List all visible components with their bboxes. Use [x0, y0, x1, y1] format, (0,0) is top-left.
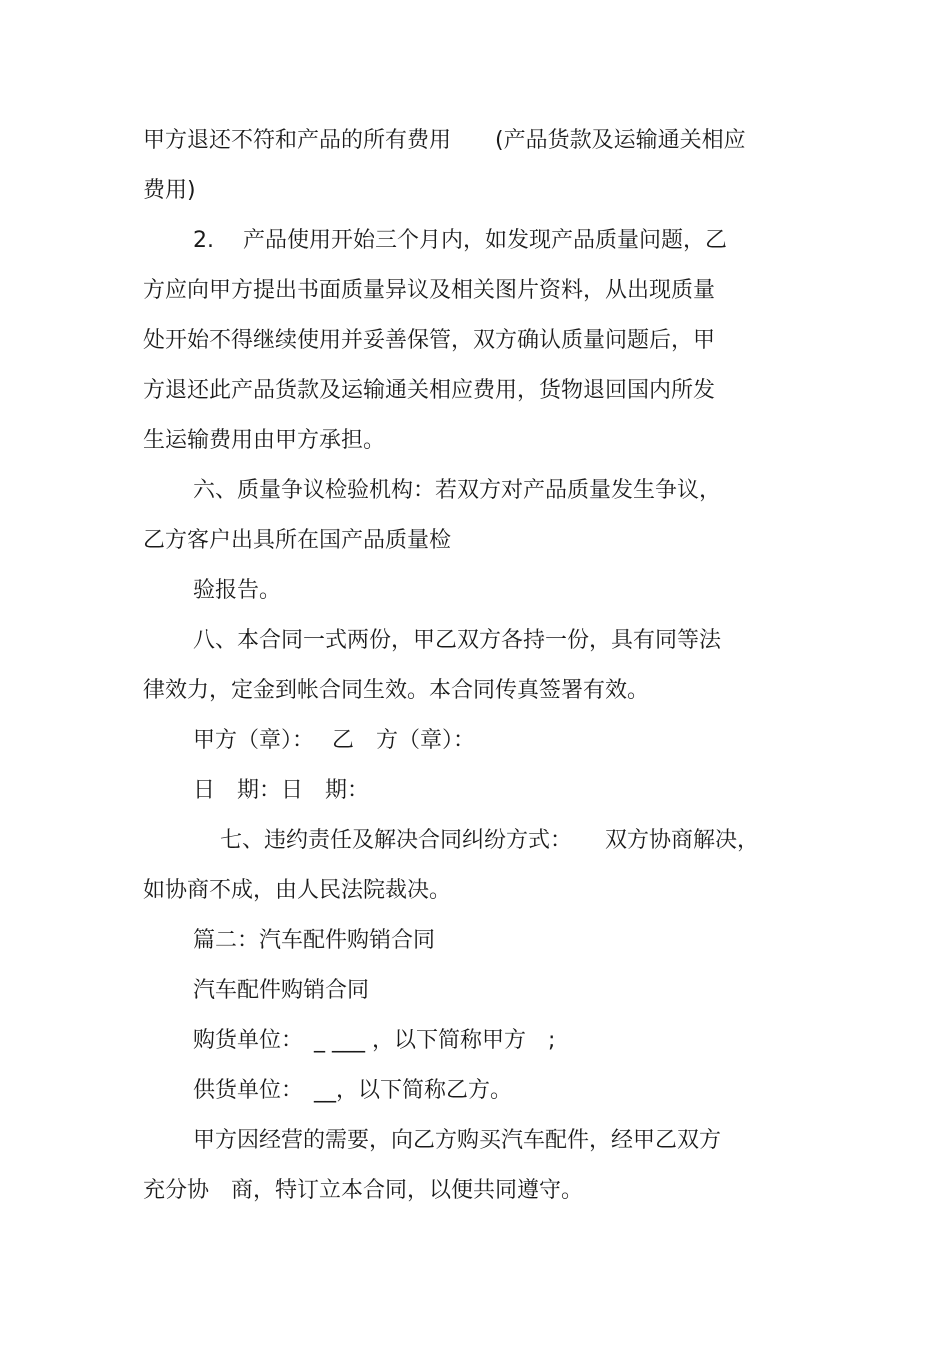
text-line: 充分协 商，特订立本合同，以便共同遵守。 [143, 1178, 584, 1203]
buyer-line: 购货单位： _ ___ ，以下简称甲方 ; [193, 1028, 556, 1053]
text-line: 生运输费用由甲方承担。 [143, 428, 386, 453]
contract-title: 汽车配件购销合同 [193, 978, 370, 1003]
text-line: 处开始不得继续使用并妥善保管，双方确认质量问题后，甲 [143, 328, 716, 353]
text-line: 律效力，定金到帐合同生效。本合同传真签署有效。 [143, 678, 650, 703]
text-line: 2. 产品使用开始三个月内，如发现产品质量问题，乙 [193, 228, 727, 253]
text-line: 验报告。 [193, 578, 282, 603]
text-line: 费用) [143, 178, 196, 203]
signature-line: 甲方（章）： 乙 方（章）： [193, 728, 475, 753]
text-line: 甲方退还不符和产品的所有费用 (产品货款及运输通关相应 [143, 128, 746, 153]
date-line: 日 期：日 期： [193, 778, 370, 803]
text-line: 七、违约责任及解决合同纠纷方式： 双方协商解决， [220, 828, 760, 853]
text-line: 甲方因经营的需要，向乙方购买汽车配件，经甲乙双方 [193, 1128, 722, 1153]
text-line: 六、质量争议检验机构：若双方对产品质量发生争议， [193, 478, 722, 503]
text-line: 乙方客户出具所在国产品质量检 [143, 528, 452, 553]
text-line: 八、本合同一式两份，甲乙双方各持一份，具有同等法 [193, 628, 722, 653]
section-heading: 篇二：汽车配件购销合同 [193, 928, 436, 953]
text-line: 方应向甲方提出书面质量异议及相关图片资料，从出现质量 [143, 278, 716, 303]
supplier-line: 供货单位： __，以下简称乙方。 [193, 1078, 513, 1103]
text-line: 方退还此产品货款及运输通关相应费用，货物退回国内所发 [143, 378, 716, 403]
text-line: 如协商不成，由人民法院裁决。 [143, 878, 452, 903]
